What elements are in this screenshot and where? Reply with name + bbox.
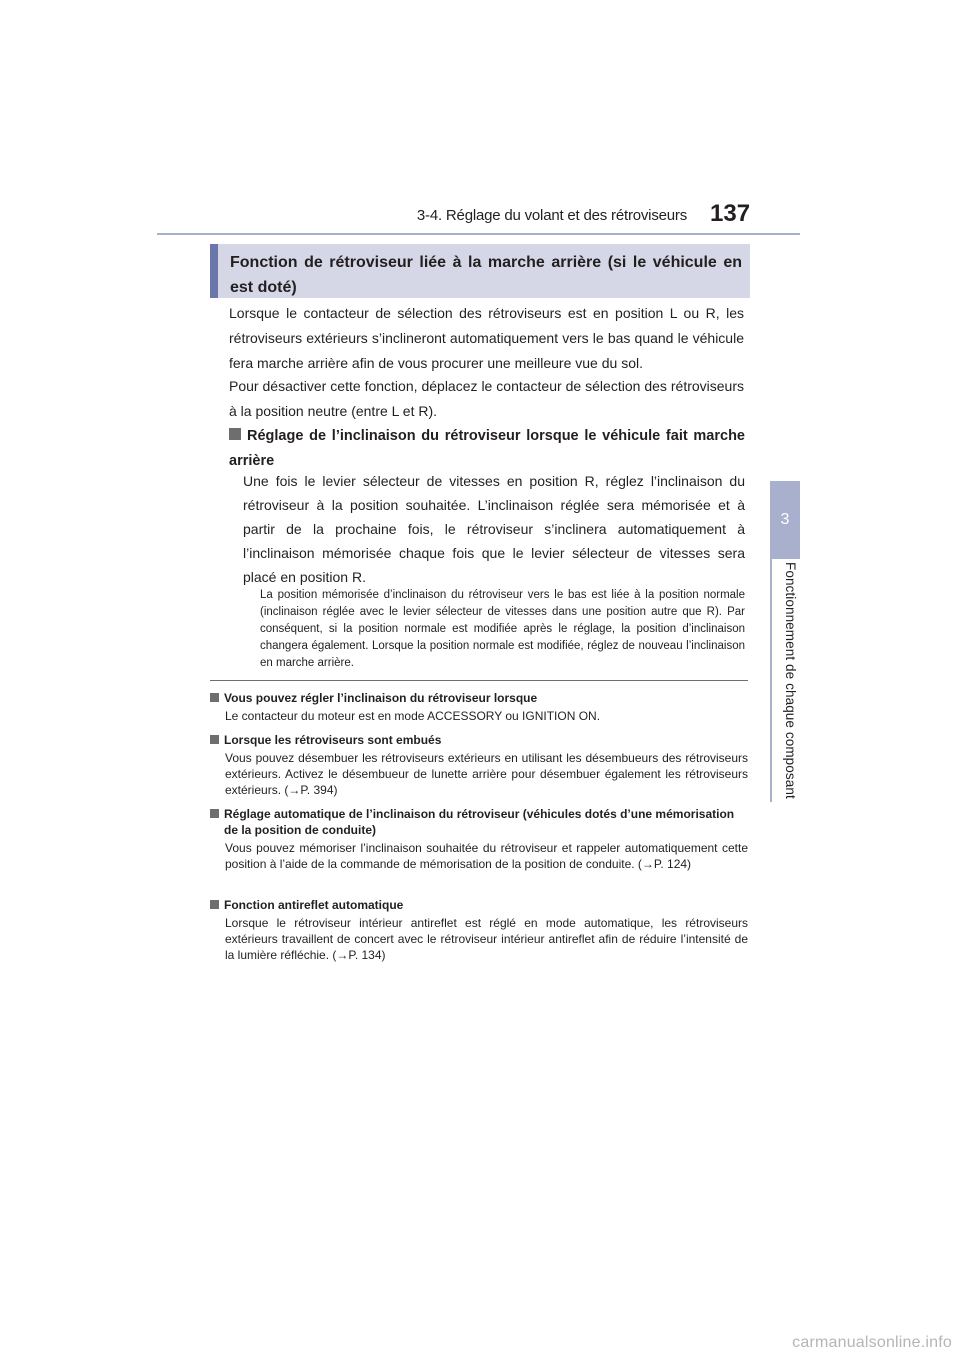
page-number: 137 [710,200,751,227]
square-bullet-icon [210,693,219,702]
body-paragraph: Lorsque le contacteur de sélection des rétroviseurs est en position L ou R, les rétroviseurs extérieurs s’inclineront automatiquement vers le bas quand le véhicule fera marche arrière afin de vous procurer une meilleure vue du sol. [229,305,744,371]
note-title: Vous pouvez régler l’inclinaison du rétroviseur lorsque [224,691,538,705]
section-title: Fonction de rétroviseur liée à la marche arrière (si le véhicule en est doté) [210,244,750,298]
chapter-title: Fonctionnement de chaque composant [783,562,798,799]
note-item [210,690,748,724]
running-header: 3-4. Réglage du volant et des rétroviseurs [416,207,687,224]
note-body: Lorsque le rétroviseur intérieur antireflet est réglé en mode automatique, les rétroviseurs extérieurs travaillent de concert avec le rétroviseur intérieur antireflet afin de réduire l’intensité de la lumière réfléchie. (→P. 134) [225,916,748,962]
note-body: Vous pouvez mémoriser l’inclinaison souhaitée du rétroviseur et rappeler automatiquement cette position à l’aide de la commande de mémorisation de la position de conduite. (→P. 124) [225,841,748,871]
subsection-body: Une fois le levier sélecteur de vitesses en position R, réglez l’inclinaison du rétroviseur à la position souhaitée. L’inclinaison réglée sera mémorisée et à partir de la prochaine fois, le rétroviseur s’inclinera automatiquement à l’inclinaison mémorisée chaque fois que le levier sélecteur de vitesses sera placé en position R. [243,473,745,585]
square-bullet-icon [210,900,219,909]
notes-divider [210,680,748,681]
note-item [210,897,748,963]
subsection-heading [229,424,745,474]
note-title: Réglage automatique de l’inclinaison du rétroviseur (véhicules dotés d’une mémorisation de la position de conduite) [224,807,735,837]
note-item [210,806,748,872]
body-paragraph: Pour désactiver cette fonction, déplacez le contacteur de sélection des rétroviseurs à la position neutre (entre L et R). [229,378,744,419]
chapter-tab [770,481,800,559]
subsection-note: La position mémorisée d’inclinaison du rétroviseur vers le bas est liée à la position normale (inclinaison réglée avec le levier sélecteur de vitesses dans une position autre que R). Par conséquent, si la position normale est modifiée après le réglage, la position d’inclinaison changera également. Lorsque la position normale est modifiée, réglez de nouveau l’inclinaison en marche arrière. [260,589,745,669]
chapter-number: 3 [780,511,790,528]
square-bullet-icon [229,428,241,440]
watermark: carmanualsonline.info [792,1334,952,1351]
note-item [210,732,748,798]
square-bullet-icon [210,735,219,744]
note-body: Vous pouvez désembuer les rétroviseurs extérieurs en utilisant les désembueurs des rétroviseurs extérieurs. Activez le désembueur de lunette arrière pour désembuer également les rétroviseurs extérieurs. (→P. 394) [225,751,748,797]
header-rule [157,233,800,235]
note-body: Le contacteur du moteur est en mode ACCESSORY ou IGNITION ON. [225,709,601,723]
note-title: Lorsque les rétroviseurs sont embués [224,733,442,747]
square-bullet-icon [210,809,219,818]
subsection-title: Réglage de l’inclinaison du rétroviseur lorsque le véhicule fait marche arrière [229,428,745,469]
chapter-tab-line [770,559,772,802]
note-title: Fonction antireflet automatique [224,898,404,912]
